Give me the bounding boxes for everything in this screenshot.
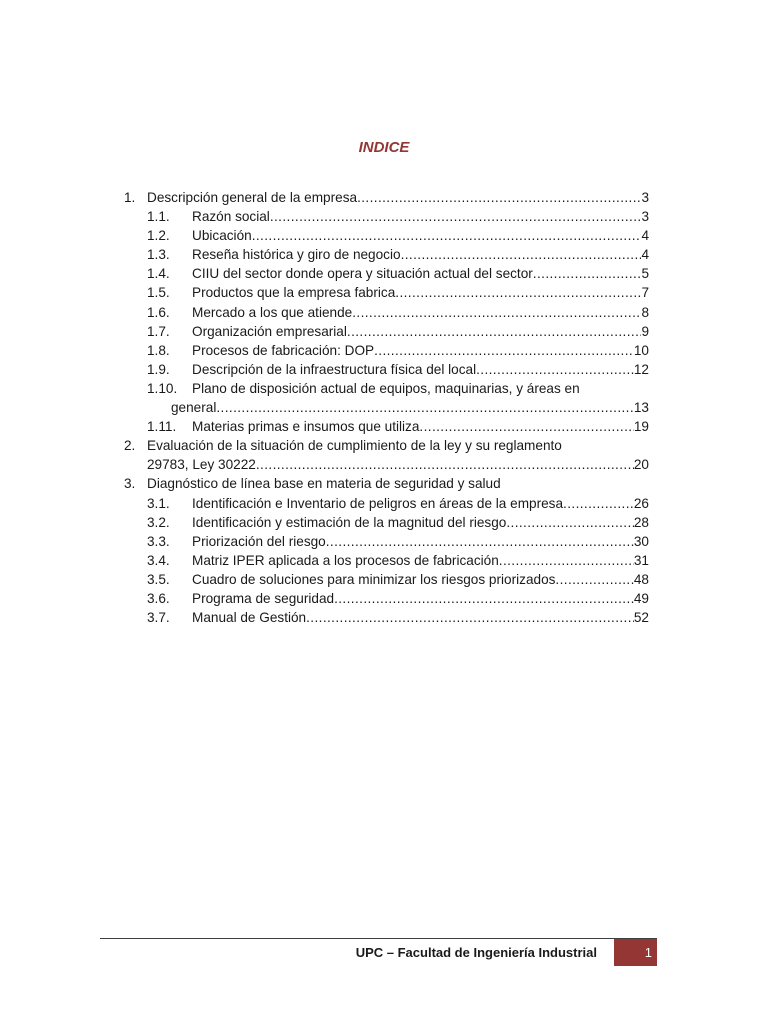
toc-entry-1-5[interactable] [124,283,649,302]
dot-leader [306,608,634,627]
footer-title: UPC – Facultad de Ingeniería Industrial [355,945,597,960]
toc-label: Matriz IPER aplicada a los procesos de fabricación [192,552,499,568]
toc-entry-1-10-continued[interactable] [124,398,649,417]
toc-entry-1-10[interactable] [124,379,649,398]
toc-label: Programa de seguridad [192,590,335,606]
toc-page: 7 [641,285,649,301]
dot-leader [419,417,633,436]
toc-page: 28 [633,514,649,530]
dot-leader [563,494,634,513]
dot-leader [533,264,642,283]
toc-label: Evaluación de la situación de cumplimiento de la ley y su reglamento [147,438,562,454]
dot-leader [506,513,634,532]
toc-entry-1-11[interactable] [124,417,649,436]
dot-leader [270,207,642,226]
toc-label: Mercado a los que atiende [192,304,353,320]
toc-entry-3-1[interactable] [124,494,649,513]
toc-number: 3.5. [147,571,170,587]
dot-leader [476,360,634,379]
toc-entry-1-1[interactable] [124,207,649,226]
toc-number: 1.3. [147,247,170,263]
dot-leader [256,455,634,474]
toc-number: 1.7. [147,323,170,339]
footer-page-number: 1 [614,939,657,966]
toc-entry-1[interactable] [124,188,649,207]
toc-label: Diagnóstico de línea base en materia de seguridad y salud [147,476,501,492]
toc-entry-3-7[interactable] [124,608,649,627]
toc-page: 12 [633,361,649,377]
toc-entry-1-6[interactable] [124,303,649,322]
toc-page: 26 [633,495,649,511]
toc-number: 1.5. [147,285,170,301]
footer-divider [100,938,657,939]
toc-label: Materias primas e insumos que utiliza [192,419,420,435]
toc-page: 8 [641,304,649,320]
toc-entry-1-2[interactable] [124,226,649,245]
toc-number: 3.2. [147,514,170,530]
toc-label: Priorización del riesgo [192,533,326,549]
toc-entry-3-2[interactable] [124,513,649,532]
toc-number: 3.1. [147,495,170,511]
dot-leader [334,589,634,608]
toc-label: Identificación y estimación de la magnitud del riesgo [192,514,507,530]
index-title: INDICE [358,139,410,156]
toc-label: Organización empresarial [192,323,347,339]
toc-entry-1-3[interactable] [124,245,649,264]
table-of-contents [124,188,649,627]
toc-number: 1.10. [147,380,178,396]
toc-entry-3-3[interactable] [124,532,649,551]
toc-entry-2-continued[interactable] [124,455,649,474]
dot-leader [555,570,633,589]
dot-leader [499,551,634,570]
toc-label: 29783, Ley 30222 [147,457,256,473]
toc-number: 2. [124,438,136,454]
dot-leader [352,303,641,322]
toc-page: 4 [641,228,649,244]
toc-label: Reseña histórica y giro de negocio [192,247,401,263]
toc-number: 1.11. [147,419,177,435]
toc-page: 30 [633,533,649,549]
toc-page: 20 [633,457,649,473]
toc-entry-2[interactable] [124,436,649,455]
toc-number: 3.3. [147,533,170,549]
toc-page: 48 [633,571,649,587]
toc-number: 3. [124,476,136,492]
dot-leader [357,188,641,207]
toc-number: 1.6. [147,304,170,320]
toc-label: CIIU del sector donde opera y situación actual del sector [192,266,533,282]
toc-number: 1.1. [147,209,170,225]
toc-page: 5 [641,266,649,282]
toc-page: 52 [633,610,649,626]
toc-number: 1.8. [147,342,170,358]
toc-number: 3.6. [147,590,170,606]
toc-label: Ubicación [192,228,252,244]
toc-number: 1.2. [147,228,170,244]
toc-number: 1.9. [147,361,170,377]
toc-label: Procesos de fabricación: DOP [192,342,375,358]
dot-leader [347,322,642,341]
toc-label: Manual de Gestión [192,610,307,626]
toc-label: general [171,400,217,416]
dot-leader [374,341,634,360]
toc-label: Identificación e Inventario de peligros en áreas de la empresa [192,495,564,511]
dot-leader [216,398,634,417]
dot-leader [401,245,642,264]
toc-entry-3-4[interactable] [124,551,649,570]
dot-leader [252,226,642,245]
toc-entry-1-4[interactable] [124,264,649,283]
toc-page: 10 [633,342,649,358]
toc-number: 3.4. [147,552,170,568]
toc-page: 3 [641,209,649,225]
toc-number: 3.7. [147,610,170,626]
toc-entry-3-5[interactable] [124,570,649,589]
dot-leader [326,532,634,551]
toc-label: Plano de disposición actual de equipos, maquinarias, y áreas en [192,380,580,396]
toc-entry-1-9[interactable] [124,360,649,379]
toc-page: 49 [633,590,649,606]
toc-page: 13 [633,400,649,416]
toc-entry-1-8[interactable] [124,341,649,360]
toc-label: Cuadro de soluciones para minimizar los riesgos priorizados [192,571,556,587]
toc-label: Productos que la empresa fabrica [192,285,396,301]
toc-entry-1-7[interactable] [124,322,649,341]
dot-leader [395,283,641,302]
toc-page: 9 [641,323,649,339]
toc-label: Descripción general de la empresa [147,190,358,205]
toc-page: 4 [641,247,649,263]
toc-page: 31 [633,552,649,568]
toc-number: 1. [124,190,136,205]
toc-number: 1.4. [147,266,170,282]
toc-entry-3[interactable] [124,474,649,493]
toc-label: Razón social [192,209,270,225]
toc-label: Descripción de la infraestructura física del local [192,361,477,377]
toc-page: 3 [641,190,649,205]
toc-page: 19 [633,419,649,435]
toc-entry-3-6[interactable] [124,589,649,608]
